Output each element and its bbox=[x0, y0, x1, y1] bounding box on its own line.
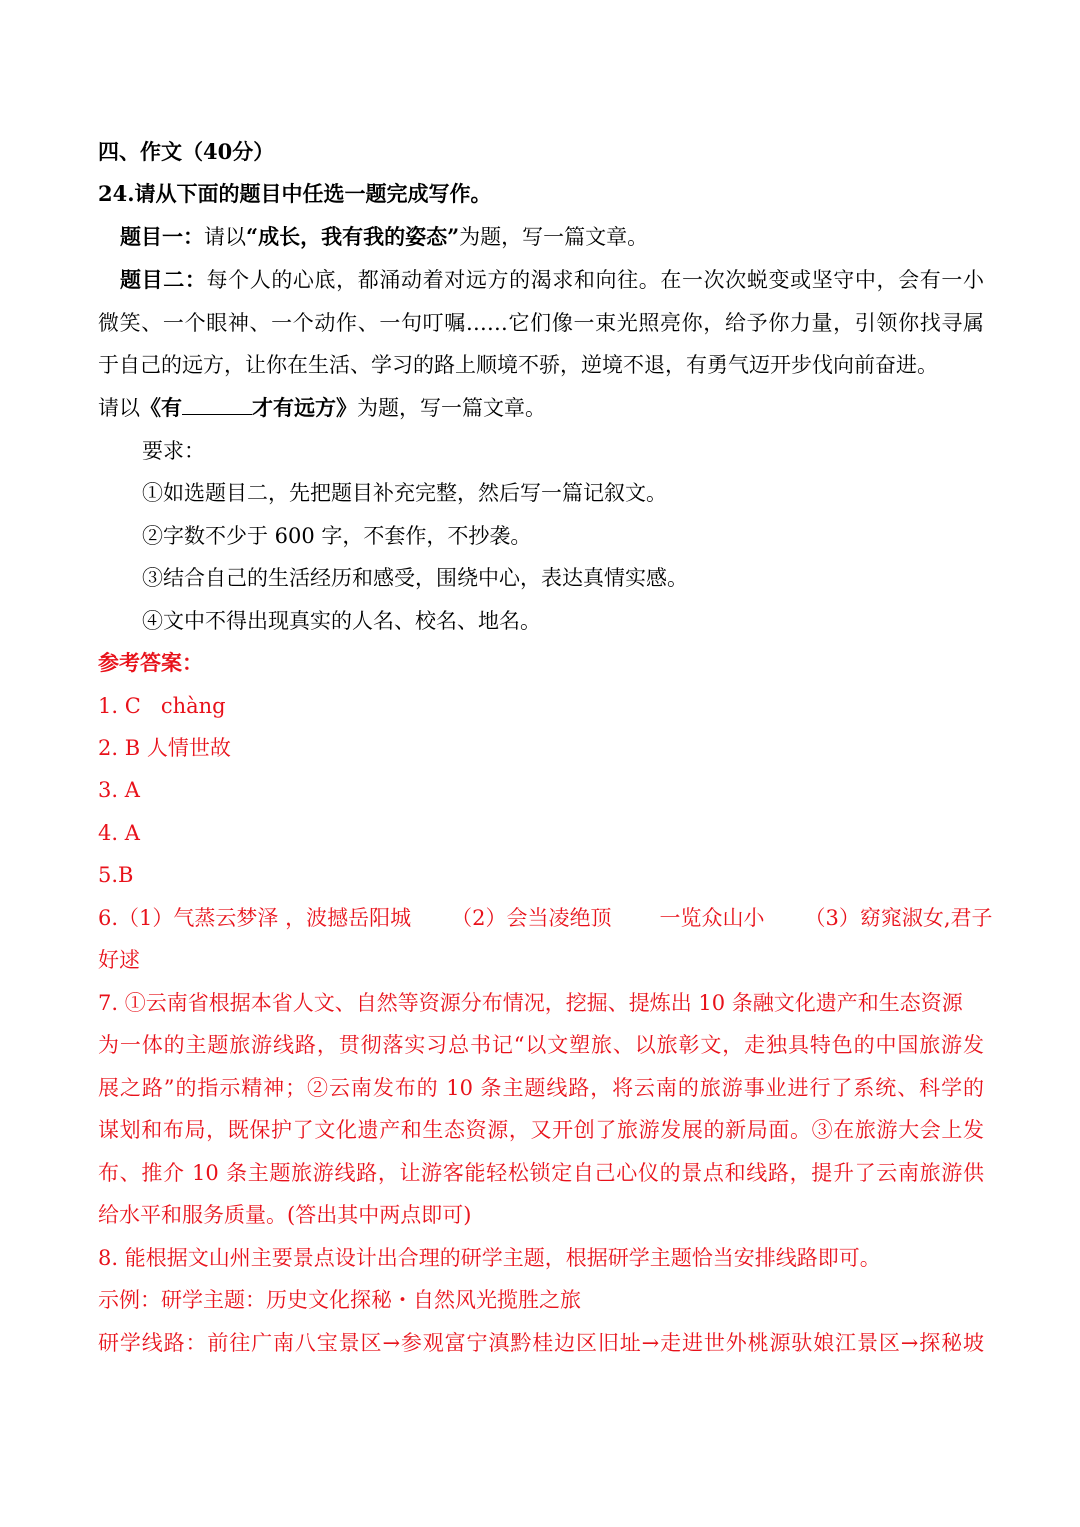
answer-6-part-2b: 一览众山小 bbox=[659, 906, 765, 930]
answer-1-num: 1. C bbox=[98, 694, 141, 718]
answer-6-part-3: （3）窈窕淑女,君子 bbox=[804, 906, 993, 930]
answer-6-part-2: （2）会当凌绝顶 bbox=[451, 906, 612, 930]
answer-8: 8. 能根据文山州主要景点设计出合理的研学主题，根据研学主题恰当安排线路即可。 bbox=[98, 1246, 881, 1270]
answer-7-line: 布、推介 10 条主题旅游线路，让游客能轻松锁定自己心仪的景点和线路，提升了云南旅游供 bbox=[98, 1161, 984, 1185]
topic-two-text-1: 每个人的心底，都涌动着对远方的渴求和向往。在一次次蜕变或坚守中，会有一小 bbox=[206, 268, 985, 292]
topic-two-line-4-pre: 请以 bbox=[98, 396, 140, 420]
topic-one bbox=[120, 222, 984, 252]
answer-6 bbox=[98, 903, 993, 933]
fill-in-blank bbox=[182, 394, 252, 415]
answer-8-example: 示例：研学主题：历史文化探秘・自然风光揽胜之旅 bbox=[98, 1288, 581, 1312]
requirement-item: ③结合自己的生活经历和感受，围绕中心，表达真情实感。 bbox=[142, 566, 688, 590]
requirements-label: 要求： bbox=[142, 439, 205, 463]
answers-heading: 参考答案： bbox=[98, 650, 203, 675]
answer-4: 4. A bbox=[98, 821, 140, 845]
topic-two-label: 题目二： bbox=[120, 267, 207, 292]
answer-7-line: 谋划和布局，既保护了文化遗产和生态资源，又开创了旅游发展的新局面。③在旅游大会上发 bbox=[98, 1118, 984, 1142]
requirement-item: ④文中不得出现真实的人名、校名、地名。 bbox=[142, 609, 541, 633]
topic-one-pre: 请以 bbox=[204, 225, 246, 249]
answer-7-line: 展之路”的指示精神；②云南发布的 10 条主题线路，将云南的旅游事业进行了系统、科学的 bbox=[98, 1076, 984, 1100]
answer-3: 3. A bbox=[98, 778, 140, 802]
topic-two-line-2: 微笑、一个眼神、一个动作、一句叮嘱……它们像一束光照亮你，给予你力量，引领你找寻属 bbox=[98, 311, 984, 335]
topic-one-title: “成长，我有我的姿态” bbox=[246, 224, 460, 249]
requirement-item: ②字数不少于 600 字，不套作，不抄袭。 bbox=[142, 524, 532, 548]
answer-7-line: 为一体的主题旅游线路，贯彻落实习总书记“以文塑旅、以旅彰文，走独具特色的中国旅游发 bbox=[98, 1033, 984, 1057]
answer-1 bbox=[98, 691, 984, 721]
question-24: 24.请从下面的题目中任选一题完成写作。 bbox=[98, 181, 492, 206]
topic-one-post: 为题，写一篇文章。 bbox=[459, 225, 649, 249]
answer-7-line: 7. ①云南省根据本省人文、自然等资源分布情况，挖掘、提炼出 10 条融文化遗产和生态资源 bbox=[98, 991, 963, 1015]
topic-two-line-1 bbox=[120, 265, 984, 295]
topic-two-title-b: 才有远方》 bbox=[252, 395, 357, 420]
answer-1-text: chàng bbox=[160, 694, 226, 718]
answer-5: 5.B bbox=[98, 863, 134, 887]
answer-6-cont: 好逑 bbox=[98, 948, 140, 972]
topic-two-line-4-post: 为题，写一篇文章。 bbox=[357, 396, 546, 420]
answer-6-part-1: 6.（1）气蒸云梦泽 ，波撼岳阳城 bbox=[98, 906, 412, 930]
answer-8-route: 研学线路：前往广南八宝景区→参观富宁滇黔桂边区旧址→走进世外桃源驮娘江景区→探秘坡 bbox=[98, 1331, 984, 1355]
answer-7-line: 给水平和服务质量。(答出其中两点即可) bbox=[98, 1203, 472, 1227]
answer-2: 2. B 人情世故 bbox=[98, 736, 231, 760]
requirement-item: ①如选题目二，先把题目补充完整，然后写一篇记叙文。 bbox=[142, 481, 667, 505]
topic-two-line-3: 于自己的远方，让你在生活、学习的路上顺境不骄，逆境不退，有勇气迈开步伐向前奋进。 bbox=[98, 353, 938, 377]
topic-two-line-4 bbox=[98, 393, 984, 423]
section-heading: 四、作文（40分） bbox=[98, 139, 275, 164]
topic-two-title-a: 《有 bbox=[140, 395, 182, 420]
topic-one-label: 题目一： bbox=[120, 224, 204, 249]
